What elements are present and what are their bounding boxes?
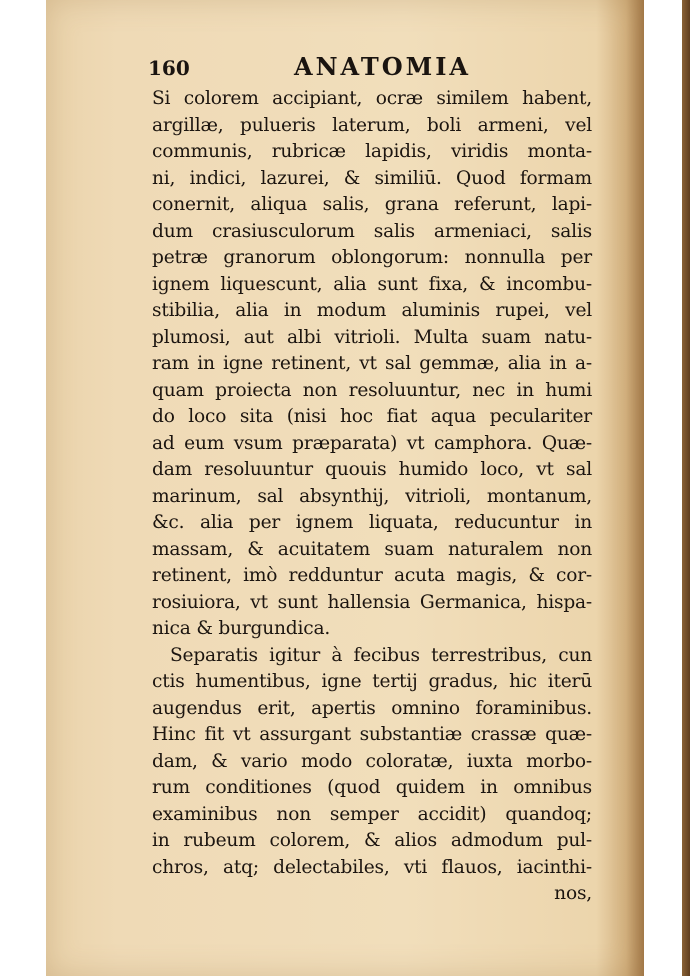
page-header — [148, 52, 588, 82]
text-line: Hinc fit vt assurgant substantiæ crassæ quæ- — [152, 724, 592, 745]
paragraph-start-line: Separatis igitur à fecibus terrestribus, cun — [170, 644, 592, 666]
text-line: rum conditiones (quod quidem in omnibus — [152, 777, 592, 798]
text-line: dam, & vario modo coloratæ, iuxta morbo- — [152, 750, 592, 772]
text-line: ni, indici, lazurei, & similiū. Quod formam — [152, 167, 592, 189]
text-line: ignem liquescunt, alia sunt fixa, & incombu- — [152, 273, 592, 295]
page-edge-shadow — [682, 0, 690, 976]
text-line: in rubeum colorem, & alios admodum pul- — [152, 830, 592, 851]
text-line: chros, atq; delectabiles, vti flauos, iacinthi- — [152, 856, 592, 878]
text-line: dam resoluuntur quouis humido loco, vt sal — [152, 459, 592, 480]
text-line: ad eum vsum præparata) vt camphora. Quæ- — [152, 432, 592, 454]
text-line: quam proiecta non resoluuntur, nec in humi — [152, 379, 592, 401]
text-line: conernit, aliqua salis, grana referunt, lapi- — [152, 194, 592, 215]
text-line: examinibus non semper accidit) quandoq; — [152, 803, 592, 825]
text-line: rosiuiora, vt sunt hallensia Germanica, hispa- — [152, 591, 592, 613]
running-title: ANATOMIA — [294, 52, 472, 81]
text-line: ram in igne retinent, vt sal gemmæ, alia in a- — [152, 353, 592, 374]
page-number: 160 — [148, 56, 190, 80]
text-line: ctis humentibus, igne tertij gradus, hic iterū — [152, 671, 592, 692]
text-line: retinent, imò redduntur acuta magis, & cor- — [152, 565, 592, 586]
text-line: stibilia, alia in modum aluminis rupei, vel — [152, 300, 592, 321]
text-line: do loco sita (nisi hoc fiat aqua peculariter — [152, 406, 592, 427]
text-line: marinum, sal absynthij, vitrioli, montanum, — [152, 485, 592, 507]
text-line: Si colorem accipiant, ocræ similem habent, — [152, 88, 592, 109]
text-line: communis, rubricæ lapidis, viridis monta- — [152, 141, 592, 162]
text-line: argillæ, pulueris laterum, boli armeni, vel — [152, 114, 592, 136]
text-line: massam, & acuitatem suam naturalem non — [152, 538, 592, 560]
text-line: plumosi, aut albi vitrioli. Multa suam natu- — [152, 326, 592, 348]
catchword: nos, — [554, 883, 592, 904]
text-line: dum crasiusculorum salis armeniaci, salis — [152, 220, 592, 242]
text-line: augendus erit, apertis omnino foraminibus. — [152, 697, 592, 719]
body-text — [152, 86, 592, 908]
paragraph-end-line: nica & burgundica. — [152, 618, 331, 639]
text-line: &c. alia per ignem liquata, reducuntur in — [152, 512, 592, 533]
text-line: petræ granorum oblongorum: nonnulla per — [152, 247, 592, 268]
